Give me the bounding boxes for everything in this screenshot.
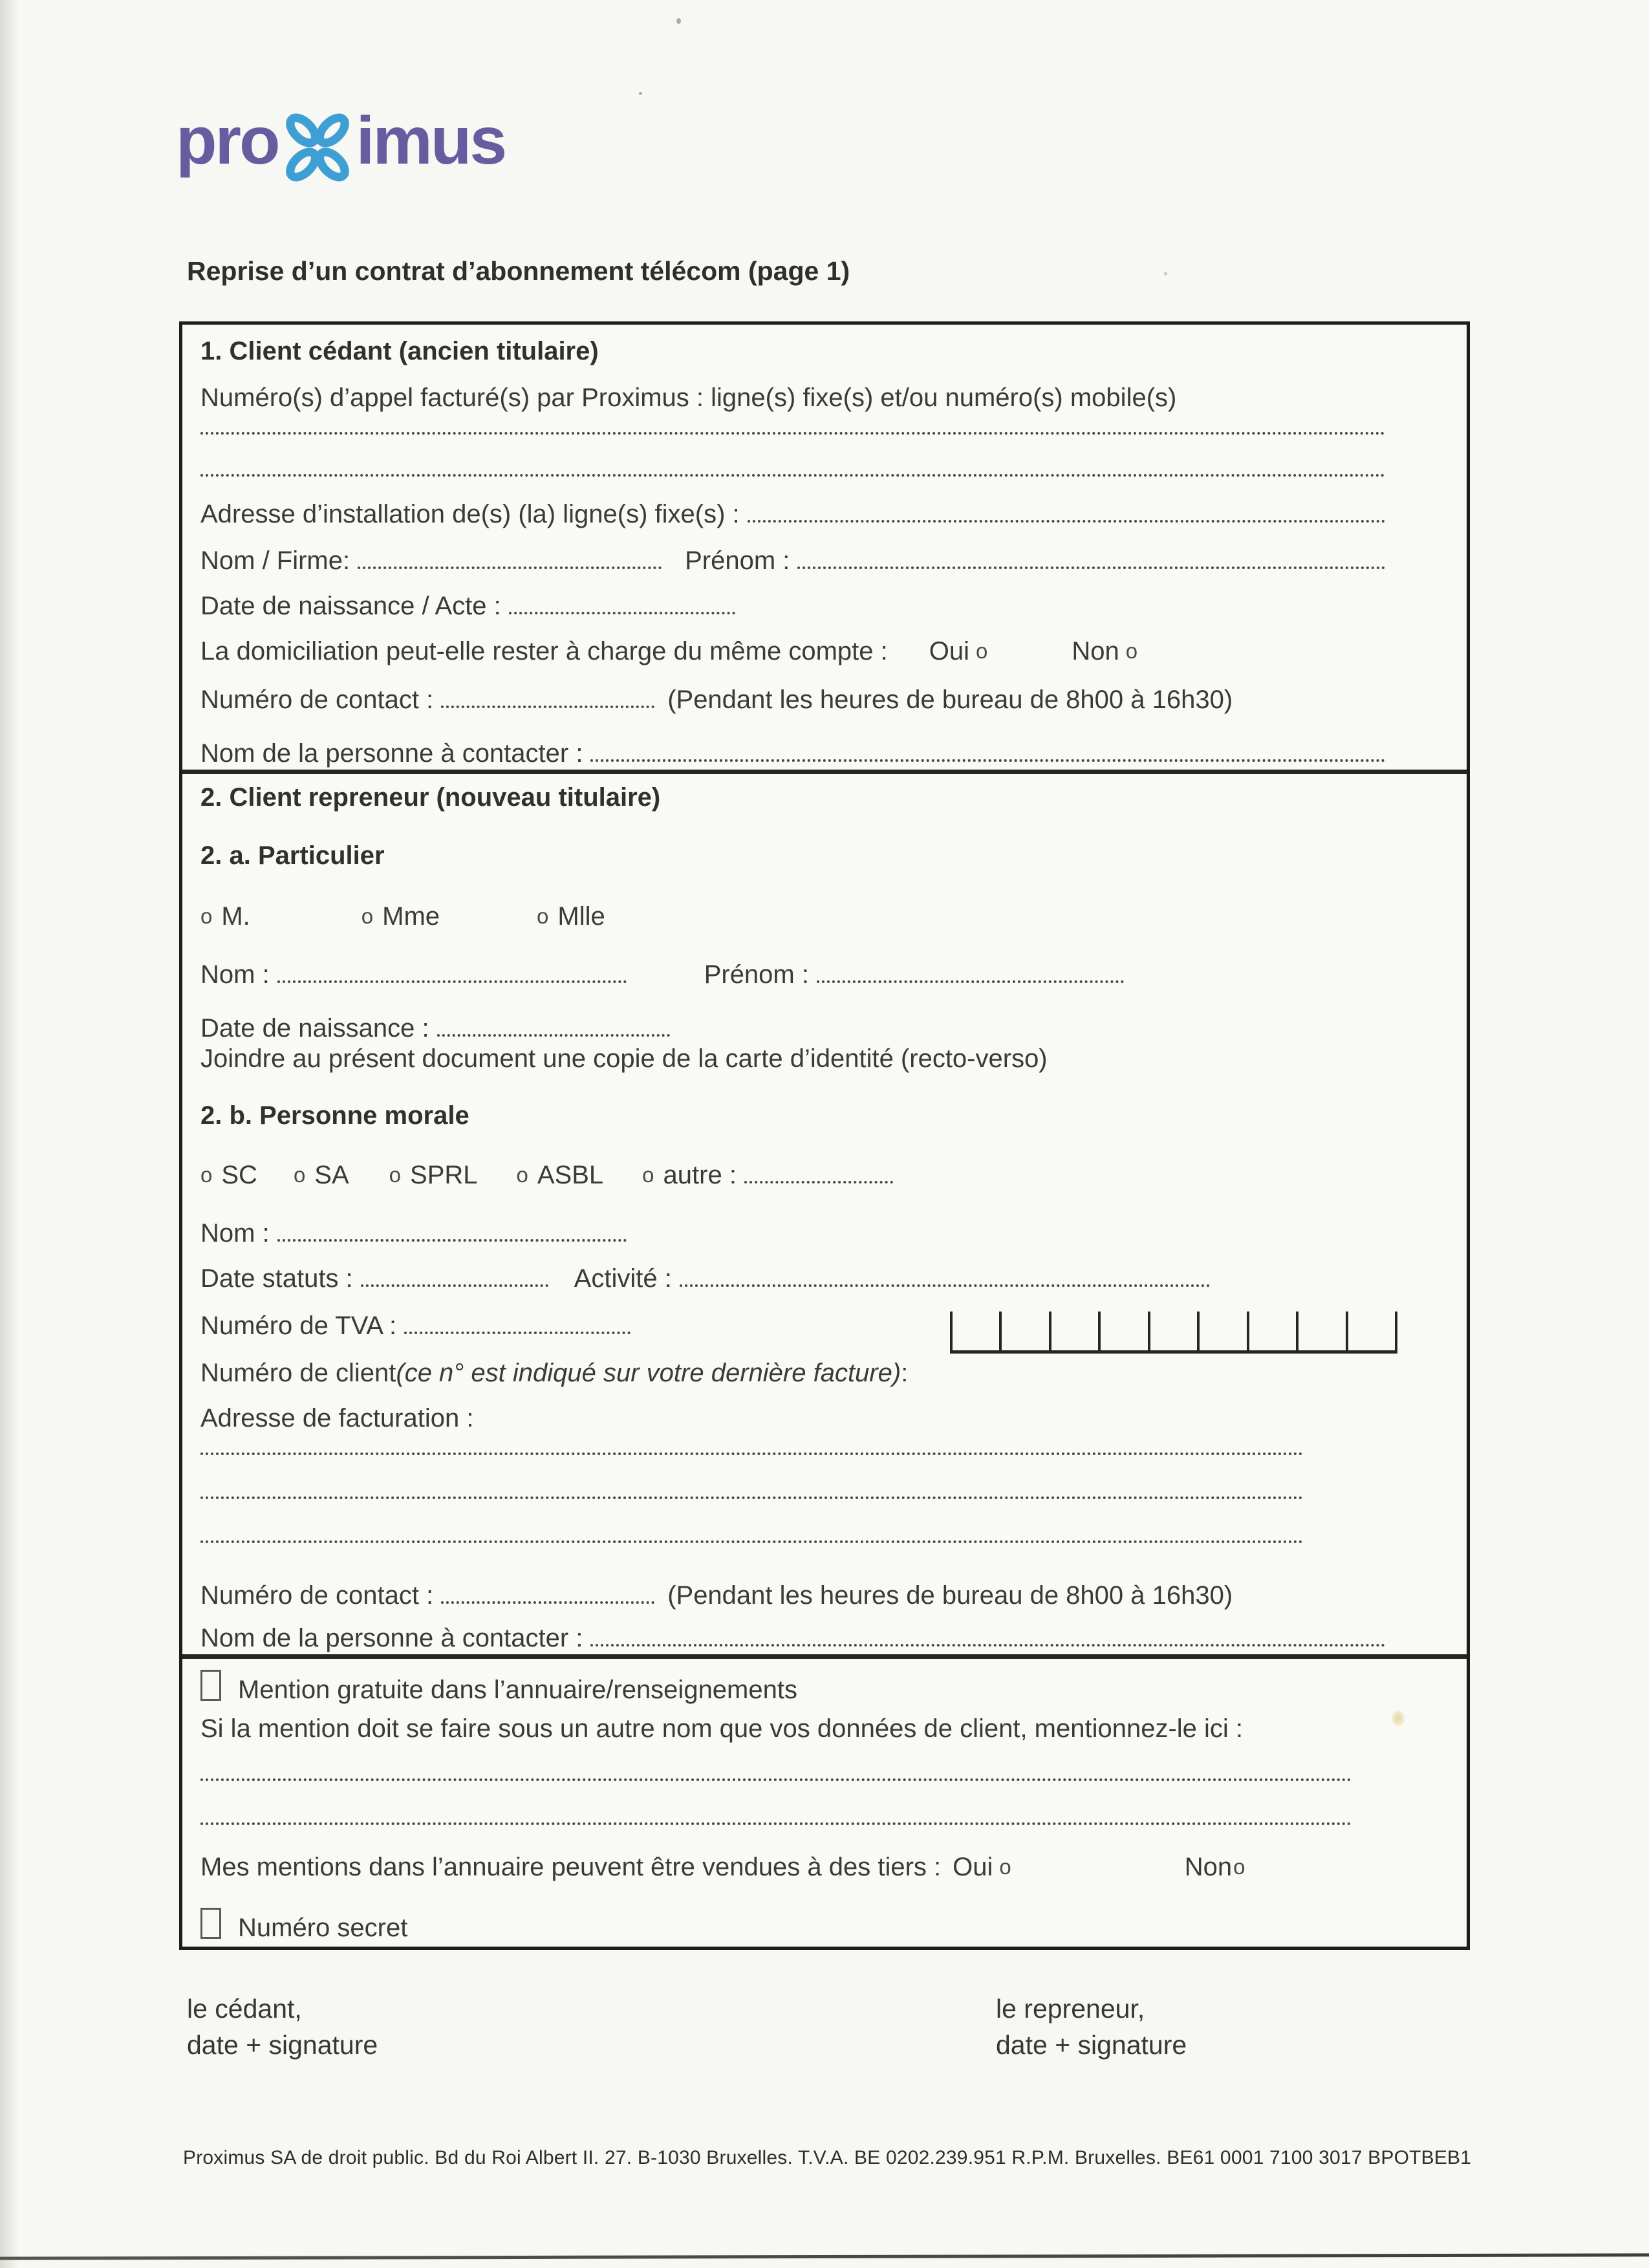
legal-sa-radio-icon[interactable]: o: [293, 1163, 306, 1187]
other-name-note: Si la mention doit se faire sous un autre nom que vos données de client, mentionnez-le ici :: [200, 1714, 1244, 1743]
civility-m-radio-icon[interactable]: o: [200, 904, 213, 928]
client-number-label-prefix: Numéro de client: [200, 1359, 396, 1387]
vat-box-cell[interactable]: [950, 1312, 999, 1350]
particulier-firstname-field[interactable]: [817, 980, 1124, 983]
contact-person-field-2[interactable]: [590, 1644, 1385, 1647]
name-firm-label: Nom / Firme:: [200, 546, 350, 575]
civility-mlle-label: Mlle: [557, 902, 605, 931]
legal-sa-label: SA: [314, 1161, 349, 1189]
particulier-name-label: Nom :: [200, 960, 270, 989]
particulier-firstname-label: Prénom :: [704, 960, 809, 989]
logo-text-pro: pro: [176, 103, 279, 178]
vat-box-cell[interactable]: [1296, 1312, 1345, 1350]
billed-numbers-label: Numéro(s) d’appel facturé(s) par Proximus : ligne(s) fixe(s) et/ou numéro(s) mobile(s): [200, 383, 1177, 412]
domiciliation-no-label: Non: [1072, 637, 1119, 665]
birthdate-act-row: [200, 590, 1385, 622]
domiciliation-no-radio-icon[interactable]: o: [1125, 639, 1138, 663]
billing-address-fill-line-3[interactable]: [200, 1540, 1303, 1543]
client-number-label-suffix: :: [901, 1359, 909, 1387]
firstname-field[interactable]: [797, 567, 1385, 569]
legal-footer: Proximus SA de droit public. Bd du Roi Albert II. 27. B-1030 Bruxelles. T.V.A. BE 0202.239.951 R.P.M. Bruxelles. BE61 0001 7100 3017 BPOTBEB1: [183, 2147, 1472, 2168]
client-number-row: [200, 1357, 1385, 1389]
name-firm-field[interactable]: [358, 567, 662, 569]
legal-asbl-radio-icon[interactable]: o: [516, 1163, 528, 1187]
id-copy-note: Joindre au présent document une copie de la carte d’identité (recto-verso): [200, 1044, 1048, 1073]
contact-number-field-2[interactable]: [441, 1601, 654, 1604]
billing-address-label: Adresse de facturation :: [200, 1404, 474, 1432]
scan-blotch: [1392, 1711, 1405, 1726]
sold-no-radio-icon[interactable]: o: [1233, 1855, 1245, 1879]
civility-options-row: [200, 900, 1385, 934]
billing-address-fill-line-1[interactable]: [200, 1453, 1303, 1455]
ceding-signature-block: [187, 1991, 378, 2063]
section-divider-1: [182, 770, 1467, 774]
civility-m-label: M.: [221, 902, 250, 931]
secret-number-label: Numéro secret: [238, 1914, 408, 1942]
civility-mlle-radio-icon[interactable]: o: [537, 904, 549, 928]
vat-box-cell[interactable]: [1098, 1312, 1147, 1350]
sold-no-label: Non: [1184, 1853, 1233, 1881]
statutes-activity-row: [200, 1262, 1385, 1295]
legal-sprl-radio-icon[interactable]: o: [389, 1163, 402, 1187]
billed-numbers-fill-line-1[interactable]: [200, 432, 1385, 435]
scan-edge-shadow: [0, 0, 19, 2268]
vat-label: Numéro de TVA :: [200, 1312, 397, 1340]
ceding-signature-line1: le cédant,: [187, 1994, 302, 2024]
scan-bottom-edge: [0, 2253, 1649, 2260]
civility-mme-label: Mme: [382, 902, 440, 931]
domiciliation-yes-label: Oui: [929, 637, 970, 665]
legal-form-options-row: [200, 1159, 1385, 1193]
vat-box-cell[interactable]: [1049, 1312, 1098, 1350]
firstname-label: Prénom :: [685, 546, 790, 575]
contact-person-row-1: [200, 737, 1385, 770]
vat-box-cell[interactable]: [999, 1312, 1048, 1350]
statutes-date-field[interactable]: [361, 1284, 548, 1287]
name-firm-row: [200, 545, 1385, 577]
contact-number-row-1: [200, 684, 1385, 716]
ceding-signature-line2: date + signature: [187, 2030, 378, 2060]
legal-sc-radio-icon[interactable]: o: [200, 1163, 213, 1187]
particulier-birthdate-field[interactable]: [437, 1034, 670, 1037]
vat-field[interactable]: [404, 1332, 630, 1334]
sold-to-third-label: Mes mentions dans l’annuaire peuvent être vendues à des tiers :: [200, 1853, 942, 1881]
morale-name-row: [200, 1217, 1385, 1249]
birthdate-act-field[interactable]: [509, 612, 735, 614]
vat-box-cell[interactable]: [1247, 1312, 1296, 1350]
civility-mme-radio-icon[interactable]: o: [361, 904, 374, 928]
particulier-birthdate-row: [200, 1012, 1385, 1044]
vat-box-cell[interactable]: [1346, 1312, 1397, 1350]
domiciliation-row: [200, 635, 1385, 669]
client-number-label-italic: (ce n° est indiqué sur votre dernière facture): [396, 1359, 901, 1387]
vat-comb-boxes[interactable]: [950, 1312, 1397, 1354]
particulier-name-field[interactable]: [277, 980, 627, 983]
section2b-heading: 2. b. Personne morale: [200, 1101, 469, 1130]
vat-box-cell[interactable]: [1197, 1312, 1246, 1350]
billed-numbers-fill-line-2[interactable]: [200, 474, 1385, 477]
legal-asbl-label: ASBL: [537, 1161, 604, 1189]
free-mention-label: Mention gratuite dans l’annuaire/renseignements: [238, 1676, 797, 1704]
legal-other-radio-icon[interactable]: o: [642, 1163, 654, 1187]
contact-person-label: Nom de la personne à contacter :: [200, 739, 583, 768]
page-title: Reprise d’un contrat d’abonnement télécom (page 1): [187, 256, 850, 286]
sold-to-third-row: [200, 1851, 1385, 1885]
free-mention-checkbox-icon[interactable]: [200, 1670, 221, 1701]
contact-number-label-2: Numéro de contact :: [200, 1581, 434, 1610]
office-hours-note-2: (Pendant les heures de bureau de 8h00 à 16h30): [667, 1581, 1233, 1610]
activity-field[interactable]: [680, 1284, 1210, 1287]
contact-number-label: Numéro de contact :: [200, 686, 434, 714]
legal-other-label: autre :: [663, 1161, 737, 1189]
sold-yes-radio-icon[interactable]: o: [999, 1855, 1011, 1879]
statutes-date-label: Date statuts :: [200, 1264, 353, 1293]
other-name-fill-line-1[interactable]: [200, 1778, 1352, 1781]
contact-number-field[interactable]: [441, 706, 654, 708]
section1-heading: 1. Client cédant (ancien titulaire): [200, 337, 599, 365]
particulier-birthdate-label: Date de naissance :: [200, 1014, 429, 1042]
secret-number-checkbox-icon[interactable]: [200, 1908, 221, 1939]
section2-heading: 2. Client repreneur (nouveau titulaire): [200, 783, 661, 812]
legal-sc-label: SC: [221, 1161, 257, 1189]
section-divider-2: [182, 1654, 1467, 1659]
contact-number-row-2: [200, 1579, 1385, 1612]
morale-name-field[interactable]: [277, 1239, 627, 1242]
other-name-fill-line-2[interactable]: [200, 1822, 1352, 1825]
morale-name-label: Nom :: [200, 1219, 270, 1247]
scan-speck: [1164, 272, 1167, 275]
domiciliation-label: La domiciliation peut-elle rester à charge du même compte :: [200, 637, 888, 665]
free-mention-row: [200, 1667, 1385, 1706]
vat-box-cell[interactable]: [1148, 1312, 1197, 1350]
install-address-row: [200, 498, 1385, 530]
legal-other-field[interactable]: [744, 1181, 893, 1183]
proximus-logo: [176, 102, 505, 180]
install-address-label: Adresse d’installation de(s) (la) ligne(s) fixe(s) :: [200, 500, 740, 528]
office-hours-note: (Pendant les heures de bureau de 8h00 à 16h30): [667, 686, 1233, 714]
contact-person-row-2: [200, 1622, 1385, 1654]
taker-signature-line1: le repreneur,: [996, 1994, 1145, 2024]
particulier-name-row: [200, 958, 1385, 991]
contact-person-field[interactable]: [590, 759, 1385, 762]
activity-label: Activité :: [574, 1264, 672, 1293]
scan-speck: [676, 18, 681, 24]
taker-signature-block: [996, 1991, 1187, 2063]
scan-speck: [639, 92, 642, 95]
domiciliation-yes-radio-icon[interactable]: o: [976, 639, 988, 663]
secret-number-row: [200, 1905, 1385, 1944]
legal-sprl-label: SPRL: [410, 1161, 478, 1189]
form-box: [179, 321, 1470, 1950]
logo-text-imus: imus: [356, 103, 506, 178]
sold-yes-label: Oui: [953, 1853, 993, 1881]
contact-person-label-2: Nom de la personne à contacter :: [200, 1624, 583, 1652]
proximus-butterfly-icon: [276, 105, 359, 182]
section2a-heading: 2. a. Particulier: [200, 841, 385, 870]
billing-address-fill-line-2[interactable]: [200, 1496, 1303, 1499]
taker-signature-line2: date + signature: [996, 2030, 1187, 2060]
install-address-field[interactable]: [748, 520, 1385, 523]
birthdate-act-label: Date de naissance / Acte :: [200, 592, 501, 620]
